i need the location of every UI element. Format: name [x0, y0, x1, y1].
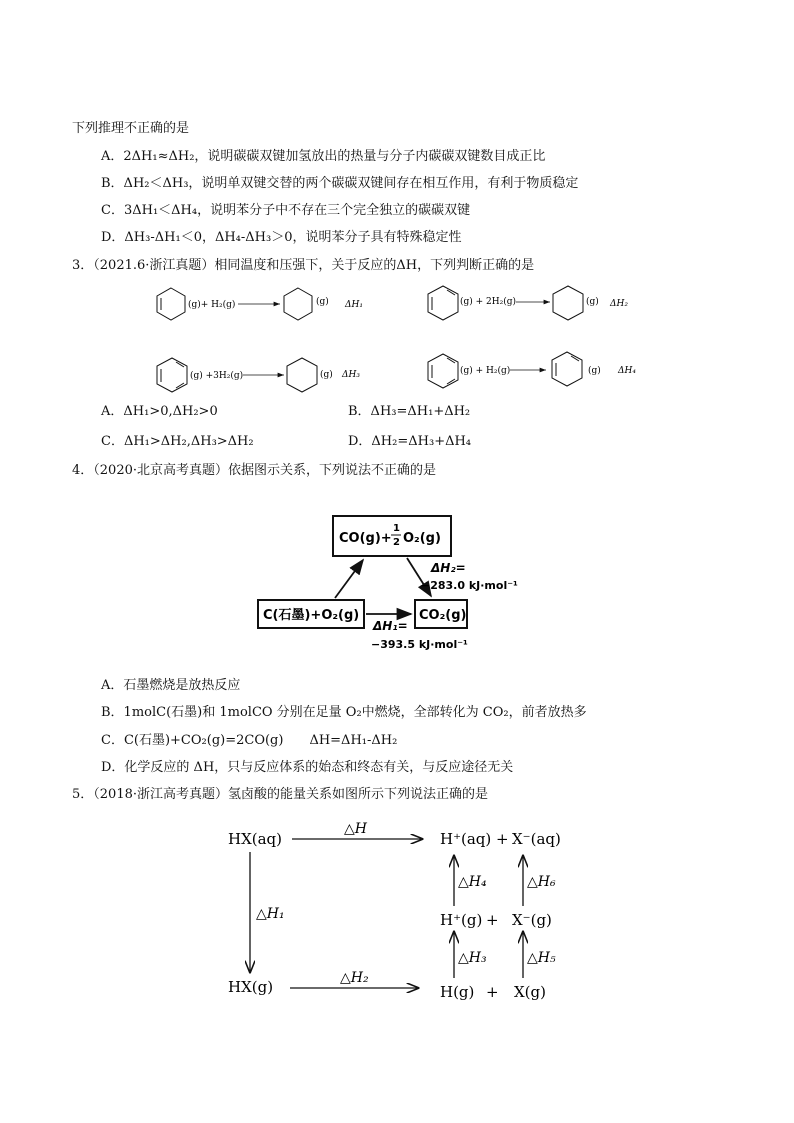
dh4: △H₄	[458, 874, 487, 890]
reaction-2	[428, 286, 628, 320]
q4-stem: 4．（2020·北京高考真题）依据图示关系，下列说法不正确的是	[72, 463, 436, 478]
dh1-label: ΔH₁=	[373, 619, 408, 633]
cyclohexane-icon	[553, 286, 583, 320]
q3-option-a: A．ΔH₁>0,ΔH₂>0	[101, 404, 218, 419]
q4-option-b: B．1molC(石墨)和 1molCO 分别在足量 O₂中燃烧，全部转化为 CO₂，前者放热多	[101, 705, 587, 720]
dh5: △H₅	[527, 950, 556, 966]
frac-den: 2	[393, 537, 400, 548]
h-g: H(g)	[440, 983, 475, 1001]
q3-option-c: C．ΔH₁>ΔH₂,ΔH₃>ΔH₂	[101, 434, 254, 449]
x-g: X(g)	[514, 983, 546, 1001]
x-minus-g: X⁻(g)	[512, 911, 552, 929]
option-d: D．ΔH₃-ΔH₁＜0，ΔH₄-ΔH₃＞0，说明苯分子具有特殊稳定性	[101, 230, 462, 245]
cyclohexane-icon	[287, 358, 317, 392]
q4-option-c: C．C(石墨)+CO₂(g)=2CO(g) ΔH=ΔH₁-ΔH₂	[101, 733, 398, 748]
h-plus-aq: H⁺(aq) +	[440, 830, 509, 848]
box-right-text: CO₂(g)	[419, 608, 467, 623]
dh1: △H₁	[256, 906, 285, 922]
q4-option-d: D．化学反应的 ΔH，只与反应体系的始态和终态有关，与反应途径无关	[101, 760, 514, 775]
hx-g: HX(g)	[228, 978, 274, 996]
r1-reactant-text: (g)+ H₂(g)	[188, 300, 236, 310]
option-c: C．3ΔH₁＜ΔH₄，说明苯分子中不存在三个完全独立的碳碳双键	[101, 203, 471, 218]
r4-product-text: (g)	[588, 366, 601, 376]
reaction-1	[157, 288, 363, 320]
r1-product-text: (g)	[316, 297, 329, 307]
box-left-text: C(石墨)+O₂(g)	[263, 608, 360, 623]
question-intro: 下列推理不正确的是	[72, 121, 190, 136]
x-minus-aq: X⁻(aq)	[512, 830, 561, 848]
r1-dh: ΔH₁	[345, 300, 363, 310]
dh3: △H₃	[458, 950, 487, 966]
box-top-o2: O₂(g)	[403, 531, 441, 546]
option-b: B．ΔH₂＜ΔH₃，说明单双键交替的两个碳碳双键间存在相互作用，有利于物质稳定	[101, 176, 579, 191]
reaction-3	[157, 358, 360, 392]
q3-stem: 3．（2021.6·浙江真题）相同温度和压强下，关于反应的ΔH，下列判断正确的是	[72, 258, 535, 273]
q3-reactions-figure	[0, 282, 794, 402]
dh2: △H₂	[340, 970, 369, 986]
r4-dh: ΔH₄	[618, 366, 636, 376]
plus-bottom: +	[486, 983, 499, 1001]
reaction-4	[428, 352, 636, 388]
r3-dh: ΔH₃	[342, 370, 360, 380]
q5-energy-diagram	[220, 818, 600, 1008]
q4-energy-diagram	[255, 512, 518, 652]
q3-option-b: B．ΔH₃=ΔH₁+ΔH₂	[348, 404, 471, 419]
dh-top: △H	[344, 821, 367, 837]
r4-reactant-text: (g) + H₂(g)	[460, 366, 511, 376]
r3-reactant-text: (g) +3H₂(g)	[190, 371, 244, 381]
cyclohexane-icon	[284, 288, 312, 320]
q5-stem: 5．（2018·浙江高考真题）氢卤酸的能量关系如图所示下列说法正确的是	[72, 787, 488, 802]
q3-option-d: D．ΔH₂=ΔH₃+ΔH₄	[348, 434, 472, 449]
option-a: A．2ΔH₁≈ΔH₂，说明碳碳双键加氢放出的热量与分子内碳碳双键数目成正比	[101, 149, 546, 164]
frac-num: 1	[393, 523, 400, 534]
dh1-value: −393.5 kJ·mol⁻¹	[371, 638, 468, 651]
plus-middle: +	[486, 911, 499, 929]
hx-aq: HX(aq)	[228, 830, 283, 848]
r2-product-text: (g)	[586, 297, 599, 307]
r2-dh: ΔH₂	[610, 299, 628, 309]
dh2-value: −283.0 kJ·mol⁻¹	[421, 579, 518, 592]
h-plus-g: H⁺(g)	[440, 911, 483, 929]
dh6: △H₆	[527, 874, 556, 890]
dh2-label: ΔH₂=	[431, 561, 466, 575]
box-top-co: CO(g)+	[339, 531, 392, 546]
r3-product-text: (g)	[320, 370, 333, 380]
q4-option-a: A．石墨燃烧是放热反应	[101, 678, 241, 693]
r2-reactant-text: (g) + 2H₂(g)	[460, 297, 517, 307]
